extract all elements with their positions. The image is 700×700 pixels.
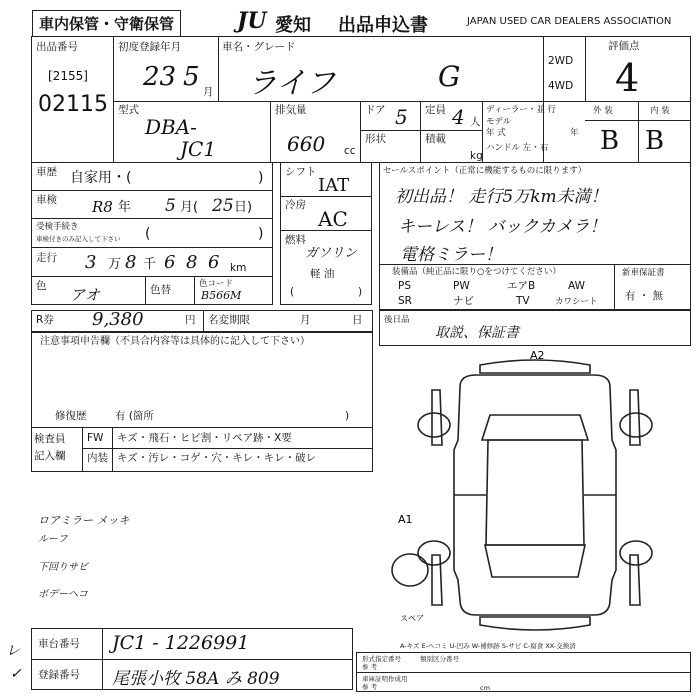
- equip-ps: PS: [398, 280, 411, 292]
- aircon-label: 冷房: [285, 199, 306, 211]
- load-label: 積載: [425, 133, 446, 145]
- association-subtitle: JAPAN USED CAR DEALERS ASSOCIATION: [467, 16, 672, 27]
- history-label: 車歴: [36, 166, 57, 178]
- inspection-month-unit: 月(: [180, 200, 199, 215]
- inspector-fw: FW: [87, 432, 104, 444]
- name-change-label: 名変期限: [208, 314, 250, 326]
- check-mark-2: ✓: [10, 666, 22, 682]
- repair-close: ): [345, 410, 350, 422]
- equip-tv: TV: [516, 295, 530, 307]
- receipt-note: 車検付きのみ記入して下さい: [36, 235, 121, 243]
- displacement-value: 660: [287, 132, 326, 156]
- lot-small-number: [2155]: [48, 69, 88, 83]
- color-change-label: 色替: [150, 284, 171, 296]
- org-name: 愛知: [275, 15, 311, 36]
- receipt-open: (: [145, 226, 151, 242]
- model-cert-l3: 参 考: [362, 663, 378, 671]
- displacement-label: 排気量: [275, 104, 307, 116]
- inspector-label2: 記入欄: [34, 450, 66, 462]
- form-title: 出品申込書: [338, 15, 428, 36]
- shift-label: シフト: [285, 166, 317, 178]
- dealer-line3: 年 式: [486, 128, 506, 138]
- car-grade-value: G: [438, 60, 461, 93]
- drive-4wd: 4WD: [548, 80, 574, 92]
- name-change-month: 月: [300, 314, 311, 326]
- mileage-v1: 3: [85, 252, 97, 273]
- dealer-line1: ディーラー・並 行: [486, 105, 557, 115]
- color-code-value: B566M: [201, 289, 242, 302]
- model-cert-cm: cm: [480, 684, 490, 692]
- repair-label: 修復歴: [55, 410, 87, 422]
- equip-leather: カワシート: [555, 297, 598, 307]
- model-label: 型式: [118, 104, 139, 116]
- ju-logo: JU: [237, 8, 267, 34]
- mileage-v5: 6: [208, 252, 220, 273]
- mileage-u1: 万: [108, 257, 122, 272]
- equip-aw: AW: [568, 280, 585, 292]
- first-reg-year: 23: [143, 62, 177, 92]
- recycle-unit: 円: [185, 314, 196, 326]
- receipt-label: 受検手続き: [36, 222, 79, 232]
- model-line2: JC1: [180, 137, 217, 161]
- mileage-v4: 8: [186, 252, 198, 273]
- model-cert-l2: 類別区分番号: [420, 655, 459, 663]
- hand-note-2: ルーフ: [38, 534, 68, 545]
- mileage-v2: 8: [125, 252, 137, 273]
- equip-navi: ナビ: [453, 295, 474, 307]
- capacity-value: 4: [452, 105, 465, 129]
- score-ext-label: 外 装: [593, 106, 613, 116]
- rear-items-block: [379, 310, 691, 346]
- sales-point-line1: 初出品！ 走行5万km未満！: [395, 187, 608, 207]
- fuel-open: (: [290, 286, 295, 298]
- diagram-spare: スペア: [400, 614, 424, 623]
- inspection-day-unit: 日): [234, 200, 253, 215]
- load-unit: kg: [470, 150, 483, 162]
- inspector-fw-text: キズ・飛石・ヒビ割・リペア跡・X要: [117, 432, 292, 444]
- fuel-label: 燃料: [285, 234, 306, 246]
- mileage-v3: 6: [164, 252, 176, 273]
- dealer-line4: ハンドル 左・右: [486, 143, 549, 153]
- dealer-line3-unit: 年: [570, 128, 579, 138]
- recycle-block: [31, 310, 373, 332]
- car-diagram: [380, 345, 692, 645]
- inspector-label1: 検査員: [34, 433, 66, 445]
- hand-note-1: ロアミラー メッキ: [38, 514, 130, 527]
- fuel-diesel: 軽 油: [310, 268, 335, 280]
- model-cert-l1: 形式指定番号: [362, 655, 401, 663]
- new-warranty-value: 有 ・ 無: [625, 290, 664, 302]
- sales-point-line3: 電格ミラー！: [400, 245, 502, 265]
- chassis-label: 車台番号: [38, 638, 80, 650]
- equip-pw: PW: [453, 280, 470, 292]
- hand-note-4: ボデーヘコ: [38, 589, 88, 600]
- capacity-unit: 人: [470, 116, 481, 128]
- diagram-a2: A2: [530, 349, 545, 362]
- model-cert-l5: 参 考: [362, 683, 378, 691]
- score-ext-value: B: [600, 126, 620, 156]
- color-value: アオ: [70, 286, 100, 304]
- inspection-year-unit: 年: [118, 200, 132, 215]
- history-close: ): [258, 170, 264, 186]
- lot-number: 02115: [38, 92, 108, 117]
- rear-items-label: 後日品: [384, 315, 410, 325]
- inspection-era: R8: [92, 198, 113, 216]
- hand-note-3: 下回りサビ: [38, 562, 88, 573]
- inspection-day: 25: [212, 196, 234, 216]
- name-change-day: 日: [352, 314, 363, 326]
- mileage-label: 走行: [36, 252, 57, 264]
- model-cert-l4: 車庫証明作成用: [362, 675, 408, 683]
- sales-point-line2: キーレス！ バックカメラ！: [398, 217, 607, 237]
- fuel-value: ガソリン: [305, 246, 358, 261]
- notes-label: 注意事項申告欄（不具合内容等は具体的に記入して下さい）: [40, 336, 310, 347]
- rear-items-value: 取説、保証書: [435, 325, 519, 341]
- car-name-label: 車名・グレード: [222, 41, 296, 53]
- top-grid: [31, 36, 691, 163]
- car-name-value: ライフ: [247, 66, 336, 101]
- recycle-value: 9,380: [92, 309, 144, 330]
- check-mark-1: レ: [6, 643, 20, 659]
- doors-value: 5: [395, 105, 408, 129]
- equipment-label: 装備品（純正品に限り○をつけてください）: [392, 267, 561, 277]
- equip-sr: SR: [398, 295, 412, 307]
- inspector-interior-text: キズ・汚レ・コゲ・穴・キレ・キレ・破レ: [117, 452, 317, 464]
- capacity-label: 定員: [425, 104, 446, 116]
- storage-label: 車内保管・守衛保管: [32, 10, 181, 37]
- color-code-label: 色コード: [199, 279, 234, 289]
- shift-value: IAT: [318, 175, 350, 196]
- history-value: 自家用・(: [70, 170, 132, 186]
- lot-label: 出品番号: [36, 41, 78, 53]
- equip-airbag: エアB: [507, 280, 536, 292]
- first-reg-label: 初度登録年月: [118, 41, 181, 53]
- inspector-interior: 内装: [87, 452, 108, 464]
- inspection-label: 車検: [36, 194, 57, 206]
- shape-label: 形状: [365, 133, 386, 145]
- mileage-unit: km: [230, 262, 247, 274]
- score-int-value: B: [645, 126, 665, 156]
- registration-label: 登録番号: [38, 669, 80, 681]
- sales-point-label: セールスポイント（正常に機能するものに限ります）: [383, 166, 587, 176]
- doors-label: ドア: [365, 104, 386, 116]
- fuel-close: ): [358, 286, 363, 298]
- drive-2wd: 2WD: [548, 55, 574, 67]
- chassis-value: JC1 - 1226991: [112, 632, 250, 654]
- dealer-line2: モデル: [486, 117, 512, 127]
- aircon-value: AC: [318, 207, 348, 231]
- recycle-label: R券: [36, 314, 54, 326]
- color-label: 色: [36, 280, 47, 292]
- score-value: 4: [615, 56, 640, 100]
- diagram-legend: A-キズ E-ヘコミ U-凹み W-補修跡 S-サビ C-腐食 XX-交換済: [400, 642, 576, 650]
- mileage-u2: 千: [143, 257, 157, 272]
- first-reg-month: 5: [183, 62, 200, 92]
- registration-value: 尾張小牧 58A み 809: [112, 669, 280, 689]
- model-line1: DBA-: [145, 115, 197, 139]
- score-int-label: 内 装: [650, 106, 670, 116]
- first-reg-month-unit: 月: [203, 86, 214, 98]
- repair-value: 有 (箇所: [115, 410, 154, 422]
- diagram-a1: A1: [398, 513, 413, 526]
- new-warranty-label: 新車保証書: [622, 268, 665, 278]
- displacement-unit: cc: [344, 145, 356, 157]
- score-label: 評価点: [608, 40, 640, 52]
- receipt-close: ): [258, 226, 264, 242]
- inspection-month: 5: [165, 196, 176, 216]
